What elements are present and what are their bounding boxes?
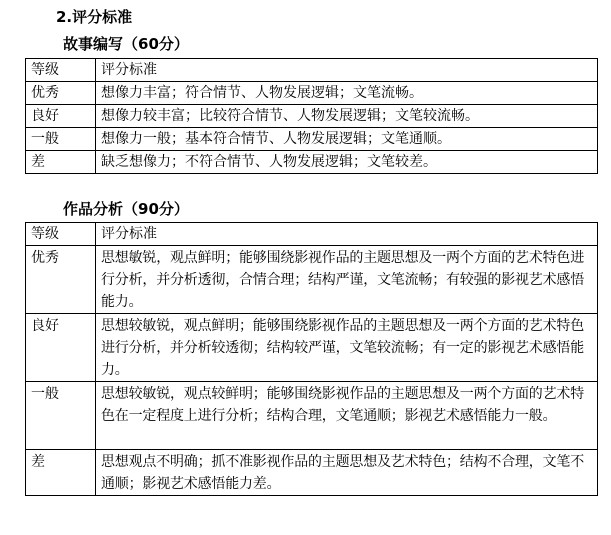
level-header: 等级: [26, 59, 96, 82]
criteria-cell: 思想敏锐，观点鲜明；能够围绕影视作品的主题思想及一两个方面的艺术特色进行分析，并分析透彻，合情合理；结构严谨，文笔流畅；有较强的影视艺术感悟能力。: [96, 246, 598, 314]
story-criteria-table: [25, 58, 598, 174]
table-row: [26, 246, 598, 314]
story-table-title: 故事编写（60分）: [63, 35, 189, 53]
table-row: [26, 105, 598, 128]
criteria-cell: 缺乏想像力；不符合情节、人物发展逻辑；文笔较差。: [96, 151, 598, 174]
analysis-table-title: 作品分析（90分）: [63, 200, 189, 218]
table-header-row: [26, 59, 598, 82]
criteria-header: 评分标准: [96, 59, 598, 82]
criteria-cell: 想像力丰富；符合情节、人物发展逻辑；文笔流畅。: [96, 82, 598, 105]
table-row: [26, 82, 598, 105]
table-row: [26, 128, 598, 151]
criteria-cell: 思想较敏锐，观点较鲜明；能够围绕影视作品的主题思想及一两个方面的艺术特色在一定程度上进行分析；结构合理，文笔通顺；影视艺术感悟能力一般。: [96, 382, 598, 450]
level-cell: 一般: [26, 382, 96, 450]
level-cell: 一般: [26, 128, 96, 151]
level-header: 等级: [26, 223, 96, 246]
level-cell: 优秀: [26, 246, 96, 314]
table-row: [26, 151, 598, 174]
criteria-cell: 思想观点不明确；抓不准影视作品的主题思想及艺术特色；结构不合理，文笔不通顺；影视艺术感悟能力差。: [96, 450, 598, 496]
criteria-cell: 想像力一般；基本符合情节、人物发展逻辑；文笔通顺。: [96, 128, 598, 151]
table-row: [26, 450, 598, 496]
table-row: [26, 382, 598, 450]
criteria-cell: 思想较敏锐，观点鲜明；能够围绕影视作品的主题思想及一两个方面的艺术特色进行分析，并分析较透彻；结构较严谨，文笔较流畅；有一定的影视艺术感悟能力。: [96, 314, 598, 382]
table-header-row: [26, 223, 598, 246]
table-row: [26, 314, 598, 382]
level-cell: 优秀: [26, 82, 96, 105]
section-title: 2.评分标准: [56, 8, 133, 26]
criteria-cell: 想像力较丰富；比较符合情节、人物发展逻辑；文笔较流畅。: [96, 105, 598, 128]
level-cell: 良好: [26, 105, 96, 128]
level-cell: 良好: [26, 314, 96, 382]
level-cell: 差: [26, 450, 96, 496]
analysis-criteria-table: [25, 222, 598, 496]
level-cell: 差: [26, 151, 96, 174]
criteria-header: 评分标准: [96, 223, 598, 246]
